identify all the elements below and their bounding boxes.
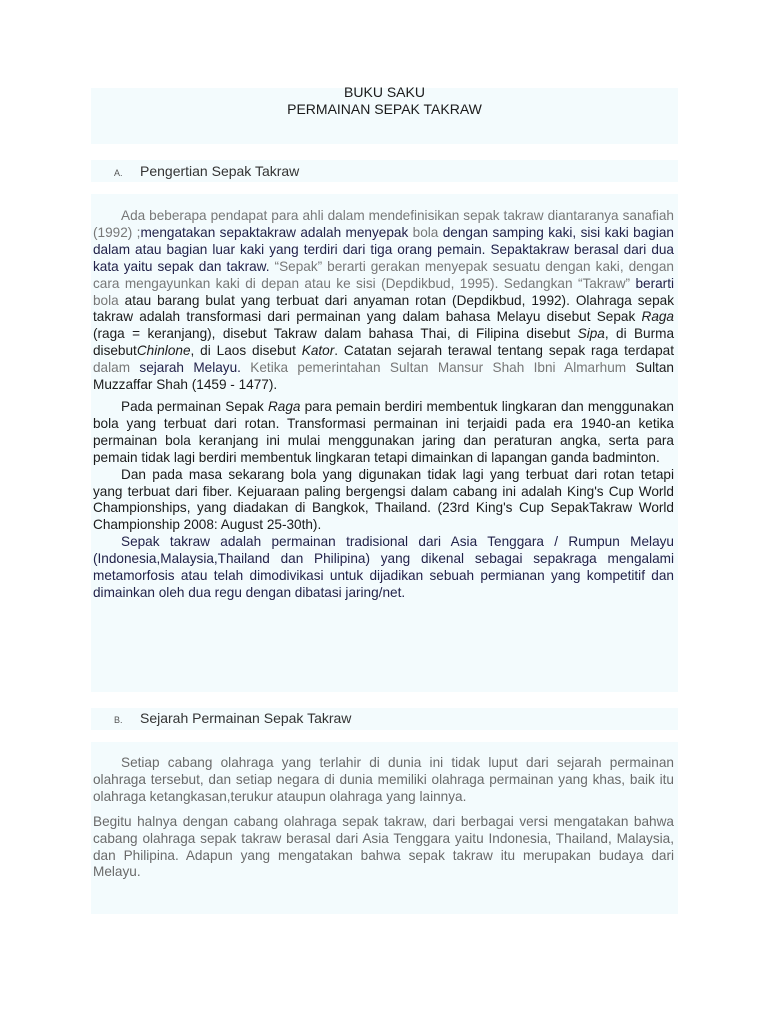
section-a-heading	[114, 163, 299, 179]
section-a-paragraph-4: Sepak takraw adalah permainan tradisional dari Asia Tenggara / Rumpun Melayu (Indonesia,Malaysia,Thailand dan Philipina) yang dikenal sebagai sepakraga mengalami metamorfosis atau telah dimodivikasi untuk dijadikan sebuah permianan yang kompetitif dan dimainkan oleh dua regu dengan dibatasi jaring/net.	[93, 534, 674, 600]
document-title	[91, 84, 678, 118]
title-line-1: BUKU SAKU	[344, 84, 425, 100]
section-a-paragraph-1: Ada beberapa pendapat para ahli dalam mendefinisikan sepak takraw diantaranya sanafiah (1992) ;mengatakan sepaktakraw adalah menyepak bola dengan samping kaki, sisi kaki bagian dalam atau bagian luar kaki yang terdiri dari tiga orang pemain. Sepaktakraw berasal dari dua kata yaitu sepak dan takraw. “Sepak” berarti gerakan menyepak sesuatu dengan kaki, dengan cara mengayunkan kaki di depan atau ke sisi (Depdikbud, 1995). Sedangkan “Takraw” berarti bola atau barang bulat yang terbuat dari anyaman rotan (Depdikbud, 1992). Olahraga sepak takraw adalah transformasi dari permainan yang dalam bahasa Melayu disebut Sepak Raga (raga = keranjang), disebut Takraw dalam bahasa Thai, di Filipina disebut Sipa, di Burma disebutChinlone, di Laos disebut Kator. Catatan sejarah terawal tentang sepak raga terdapat dalam sejarah Melayu. Ketika pemerintahan Sultan Mansur Shah Ibni Almarhum Sultan Muzzaffar Shah (1459 - 1477).	[93, 208, 675, 393]
section-b-title: Sejarah Permainan Sepak Takraw	[140, 710, 352, 726]
section-b-paragraph-2: Begitu halnya dengan cabang olahraga sepak takraw, dari berbagai versi mengatakan bahwa cabang olahraga sepak takraw berasal dari Asia Tenggara yaitu Indonesia, Thailand, Malaysia, dan Philipina. Adapun yang mengatakan bahwa sepak takraw itu merupakan budaya dari Melayu.	[93, 813, 674, 880]
section-a-paragraph-2: Pada permainan Sepak Raga para pemain berdiri membentuk lingkaran dan menggunakan bola yang terbuat dari rotan. Transformasi permainan ini terjaidi pada era 1940-an ketika permainan bola keranjang ini mulai menggunakan jaring dan peraturan angka, serta para pemain tidak lagi berdiri membentuk lingkaran tetapi dimainkan di lapangan ganda badminton.	[93, 398, 674, 465]
section-a-paragraph-3: Dan pada masa sekarang bola yang digunakan tidak lagi yang terbuat dari rotan tetapi yang terbuat dari fiber. Kejuaraan paling bergengsi dalam cabang ini adalah King's Cup World Championships, yang diadakan di Bangkok, Thailand. (23rd King's Cup SepakTakraw World Championship 2008: August 25-30th).	[93, 466, 674, 533]
section-b-label: B.	[114, 715, 123, 725]
section-a-body	[93, 208, 674, 602]
section-a-label: A.	[114, 168, 123, 178]
section-a-title: Pengertian Sepak Takraw	[140, 163, 300, 179]
title-line-2: PERMAINAN SEPAK TAKRAW	[287, 101, 482, 117]
section-b-heading	[114, 710, 351, 726]
section-b-body	[93, 755, 674, 881]
section-b-paragraph-1: Setiap cabang olahraga yang terlahir di dunia ini tidak luput dari sejarah permainan olahraga tersebut, dan setiap negara di dunia memiliki olahraga permainan yang khas, baik itu olahraga ketangkasan,terukur ataupun olahraga yang lainnya.	[93, 755, 674, 804]
